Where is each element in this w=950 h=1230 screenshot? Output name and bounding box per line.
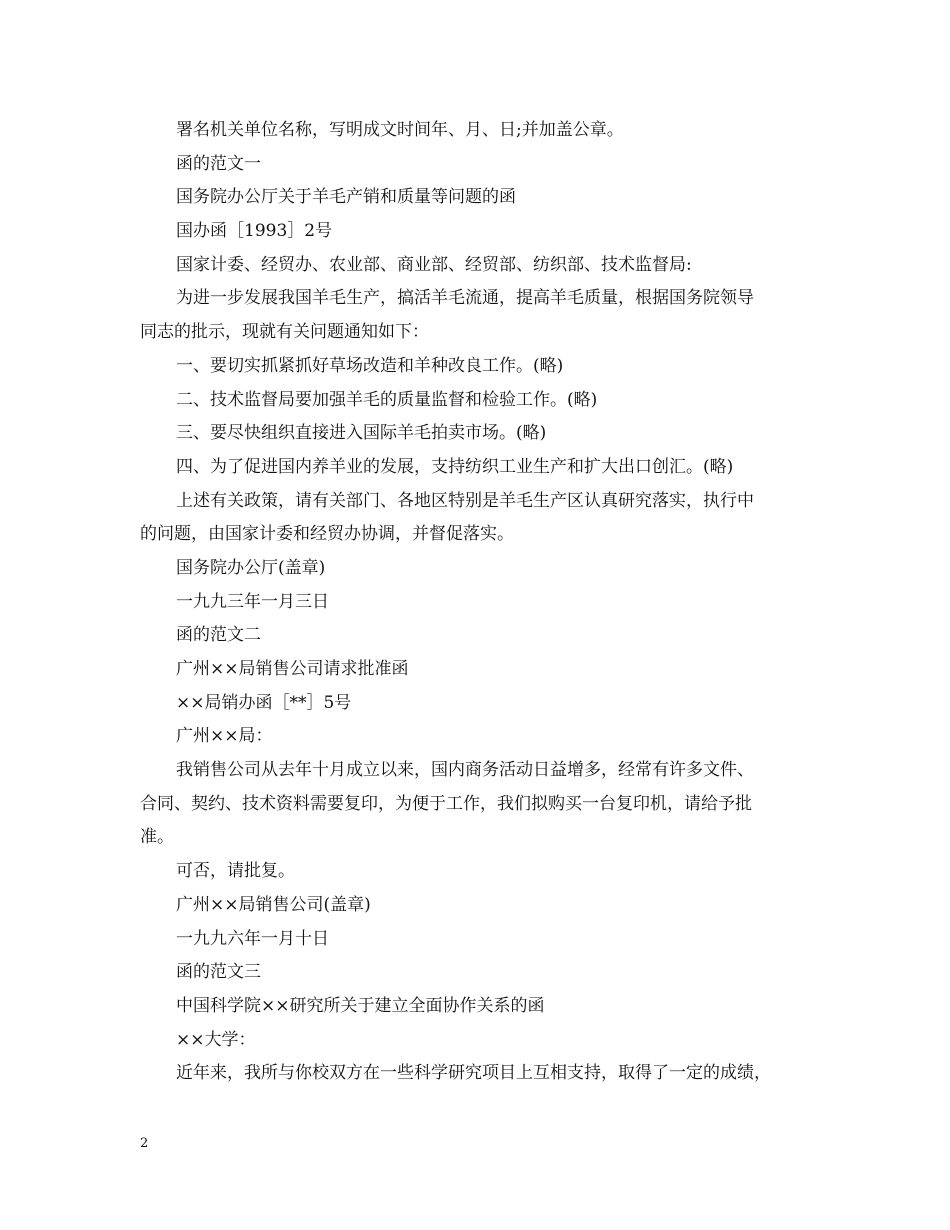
list-item: 四、为了促进国内养羊业的发展，支持纺织工业生产和扩大出口创汇。(略) (176, 456, 734, 477)
letter-title: 广州××局销售公司请求批准函 (176, 659, 409, 679)
paragraph-line: 可否，请批复。 (176, 861, 295, 882)
document-number: ××局销办函［**］5号 (176, 692, 352, 713)
letter-title: 中国科学院××研究所关于建立全面协作关系的函 (176, 995, 545, 1016)
section-heading: 函的范文一 (176, 153, 261, 174)
recipient-line: ××大学： (176, 1029, 256, 1050)
paragraph-line: 为进一步发展我国羊毛生产，搞活羊毛流通，提高羊毛质量，根据国务院领导 (176, 288, 754, 309)
page-number: 2 (140, 1136, 149, 1151)
document-body (140, 114, 830, 1091)
date-line: 一九九六年一月十日 (176, 928, 329, 949)
paragraph-line: 署名机关单位名称，写明成文时间年、月、日;并加盖公章。 (176, 120, 624, 140)
paragraph-line: 我销售公司从去年十月成立以来，国内商务活动日益增多，经常有许多文件、 (176, 760, 754, 781)
section-heading: 函的范文二 (176, 625, 261, 646)
list-item: 三、要尽快组织直接进入国际羊毛拍卖市场。(略) (176, 423, 547, 444)
list-item: 二、技术监督局要加强羊毛的质量监督和检验工作。(略) (176, 389, 598, 410)
letter-title: 国务院办公厅关于羊毛产销和质量等问题的函 (176, 187, 516, 208)
recipient-line: 国家计委、经贸办、农业部、商业部、经贸部、纺织部、技术监督局: (176, 254, 692, 275)
paragraph-line: 上述有关政策，请有关部门、各地区特别是羊毛生产区认真研究落实，执行中 (176, 490, 754, 511)
recipient-line: 广州××局： (176, 726, 273, 747)
date-line: 一九九三年一月三日 (176, 591, 329, 612)
paragraph-line: 同志的批示，现就有关问题通知如下： (140, 322, 429, 343)
list-item: 一、要切实抓紧抓好草场改造和羊种改良工作。(略) (176, 355, 564, 376)
paragraph-line: 合同、契约、技术资料需要复印，为便于工作，我们拟购买一台复印机，请给予批 (140, 793, 752, 814)
paragraph-line: 准。 (140, 827, 174, 848)
paragraph-line: 的问题，由国家计委和经贸办协调，并督促落实。 (140, 524, 514, 545)
document-number: 国办函［1993］2号 (176, 221, 333, 242)
paragraph-line: 近年来，我所与你校双方在一些科学研究项目上互相支持，取得了一定的成绩， (176, 1063, 771, 1084)
signature-line: 国务院办公厅(盖章) (176, 557, 326, 578)
signature-line: 广州××局销售公司(盖章) (176, 894, 371, 915)
section-heading: 函的范文三 (176, 962, 261, 983)
